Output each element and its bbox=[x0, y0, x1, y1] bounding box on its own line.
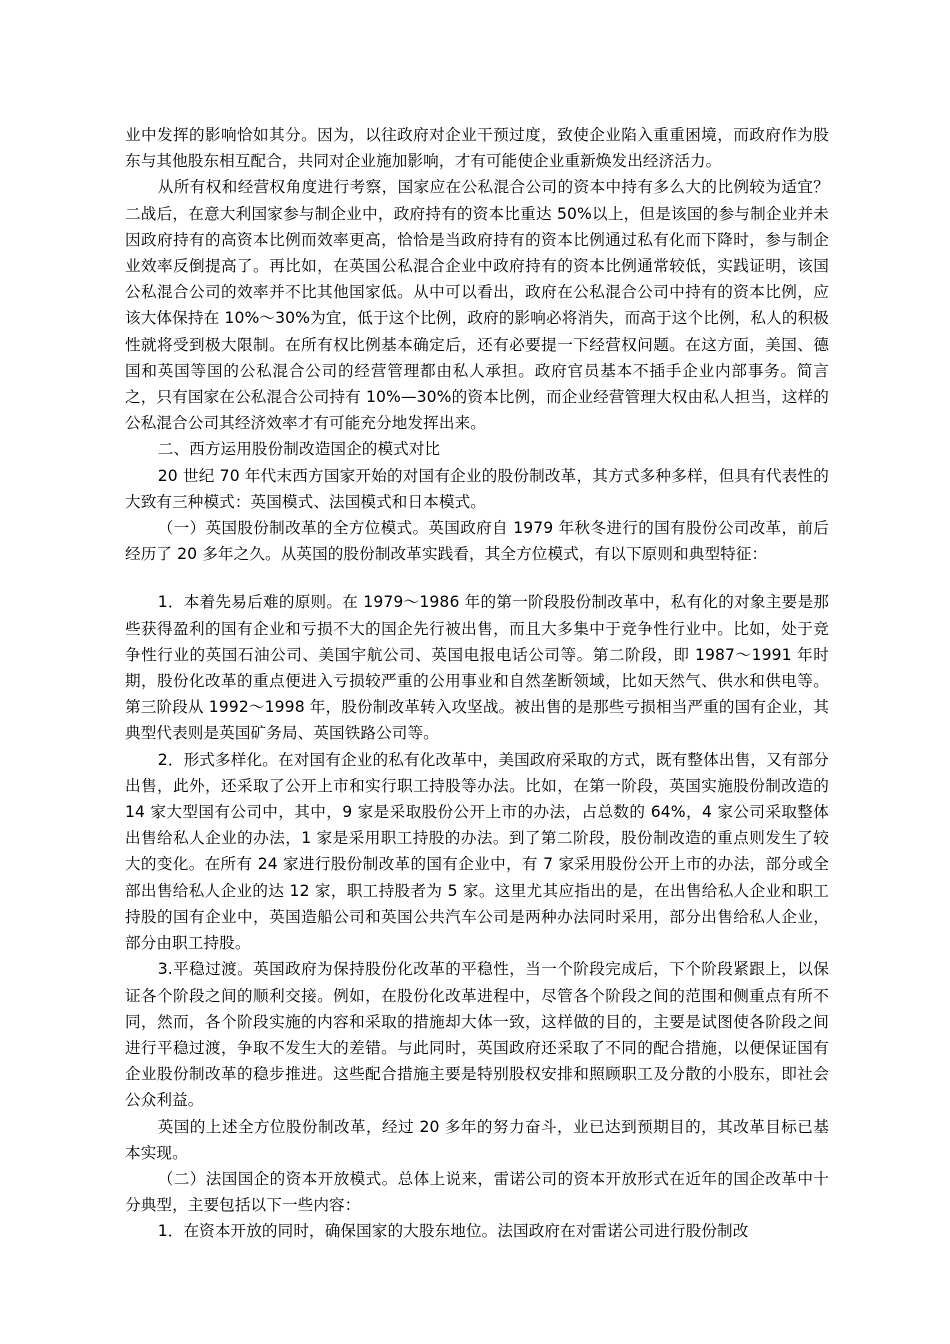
paragraph-france-model-intro: （二）法国国企的资本开放模式。总体上说来，雷诺公司的资本开放形式在近年的国企改革中十分典型，主要包括以下一些内容： bbox=[125, 1169, 829, 1215]
paragraph-three-models: 20 世纪 70 年代末西方国家开始的对国有企业的股份制改革，其方式多种多样，但具有代表性的大致有三种模式：英国模式、法国模式和日本模式。 bbox=[125, 466, 829, 511]
paragraph-france-point-1: 1．在资本开放的同时，确保国家的大股东地位。法国政府在对雷诺公司进行股份制改 bbox=[157, 1222, 749, 1241]
paragraph-uk-principle-3: 3.平稳过渡。英国政府为保持股份化改革的平稳性，当一个阶段完成后，下个阶段紧跟上，以保证各个阶段之间的顺利交接。例如，在股份化改革进程中，尽管各个阶段之间的范围和侧重点有所不同，然而，各个阶段实施的内容和采取的措施却大体一致，这样做的目的，主要是试图使各阶段之间进行平稳过渡，争取不发生大的差错。与此同时，英国政府还采取了不同的配合措施，以便保证国有企业股份制改革的稳步推进。这些配合措施主要是特别股权安排和照顾职工及分散的小股东，即社会公众利益。 bbox=[125, 960, 829, 1110]
paragraph-uk-principle-2: 2．形式多样化。在对国有企业的私有化改革中，美国政府采取的方式，既有整体出售，又有部分出售，此外，还采取了公开上市和实行职工持股等办法。比如，在第一阶段，英国实施股份制改造的 14 家大型国有公司中，其中，9 家是采取股份公开上市的办法，占总数的 64%，4 家公司采取整体出售给私人企业的办法，1 家是采用职工持股的办法。到了第二阶段，股份制改造的重点则发生了较大的变化。在所有 24 家进行股份制改革的国有企业中，有 7 家采用股份公开上市的办法，部分或全部出售给私人企业的达 12 家，职工持股者为 5 家。这里尤其应指出的是，在出售给私人企业和职工持股的国有企业中，英国造船公司和英国公共汽车公司是两种办法同时采用，部分出售给私人企业，部分由职工持股。 bbox=[125, 750, 829, 953]
paragraph-uk-principle-1: 1．本着先易后难的原则。在 1979～1986 年的第一阶段股份制改革中，私有化的对象主要是那些获得盈利的国有企业和亏损不大的国企先行被出售，而且大多集中于竞争性行业中。比如，处于竞争性行业的英国石油公司、美国宇航公司、英国电报电话公司等。第二阶段，即 1987～1991 年时期，股份化改革的重点便进入亏损较严重的公用事业和自然垄断领域，比如天然气、供水和供电等。第三阶段从 1992～1998 年，股份制改革转入攻坚战。被出售的是那些亏损相当严重的国有企业，其典型代表则是英国矿务局、英国铁路公司等。 bbox=[125, 593, 829, 743]
paragraph-uk-summary: 英国的上述全方位股份制改革，经过 20 多年的努力奋斗，业已达到预期目的，其改革目标已基本实现。 bbox=[125, 1117, 829, 1162]
paragraph-uk-model-intro: （一）英国股份制改革的全方位模式。英国政府自 1979 年秋冬进行的国有股份公司改革，前后经历了 20 多年之久。从英国的股份制改革实践看，其全方位模式，有以下原则和典型特征： bbox=[125, 519, 829, 564]
document-page bbox=[125, 122, 829, 1245]
paragraph-continuation: 业中发挥的影响恰如其分。因为，以往政府对企业干预过度，致使企业陷入重重困境，而政府作为股东与其他股东相互配合，共同对企业施加影响，才有可能使企业重新焕发出经济活力。 bbox=[125, 126, 829, 171]
blank-line bbox=[125, 567, 829, 589]
section-heading: 二、西方运用股份制改造国企的模式对比 bbox=[157, 440, 441, 459]
paragraph-ownership-ratio: 从所有权和经营权角度进行考察，国家应在公私混合公司的资本中持有多么大的比例较为适宜？二战后，在意大利国家参与制企业中，政府持有的资本比重达 50%以上，但是该国的参与制企业并未因政府持有的高资本比例而效率更高，恰恰是当政府持有的资本比例通过私有化而下降时，参与制企业效率反倒提高了。再比如，在英国公私混合企业中政府持有的资本比例通常较低，实践证明，该国公私混合公司的效率并不比其他国家低。从中可以看出，政府在公私混合公司中持有的资本比例，应该大体保持在 10%～30%为宜，低于这个比例，政府的影响必将消失，而高于这个比例，私人的积极性就将受到极大限制。在所有权比例基本确定后，还有必要提一下经营权问题。在这方面，美国、德国和英国等国的公私混合公司的经营管理都由私人承担。政府官员基本不插手企业内部事务。简言之，只有国家在公私混合公司持有 10%—30%的资本比例，而企业经营管理大权由私人担当，这样的公私混合公司其经济效率才有可能充分地发挥出来。 bbox=[125, 178, 829, 433]
